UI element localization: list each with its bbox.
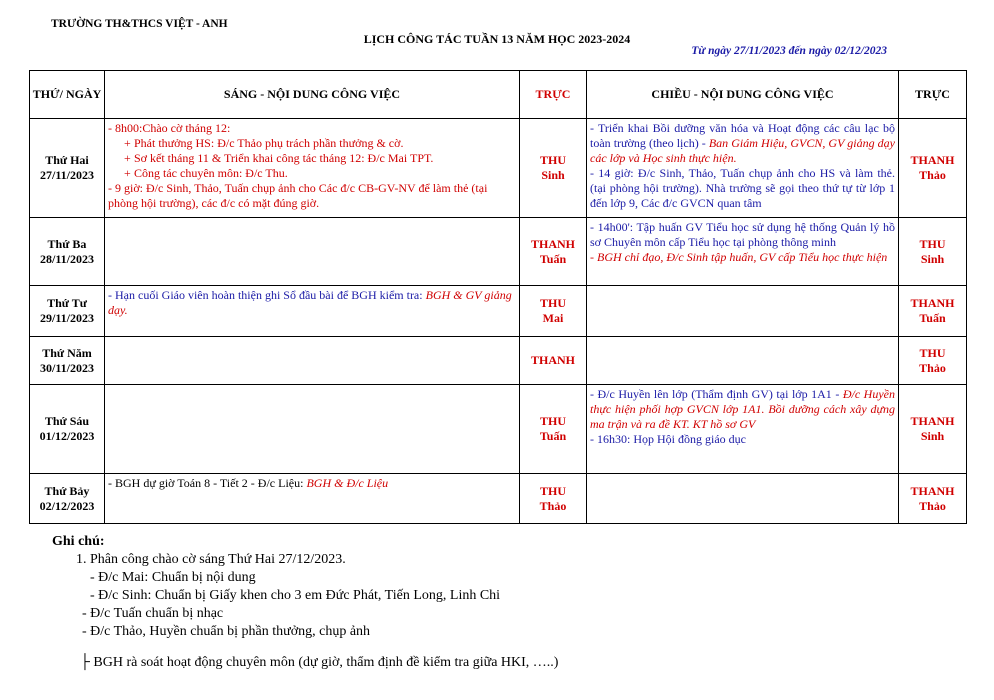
- day-cell: Thứ Hai 27/11/2023: [30, 119, 105, 218]
- morning-duty-cell: THU Mai: [520, 286, 587, 337]
- table-row: [30, 218, 967, 286]
- afternoon-duty-cell: THANH Tuấn: [899, 286, 967, 337]
- header-row: [30, 71, 967, 119]
- table-row: [30, 474, 967, 524]
- afternoon-cell: - Đ/c Huyền lên lớp (Thẩm định GV) tại lớp 1A1 - Đ/c Huyền thực hiện phối hợp GVCN lớp 1A1. Bồi dưỡng cách xây dựng ma trận và ra đề KT. KT hồ sơ GV - 16h30: Họp Hội đồng giáo dục: [587, 385, 899, 474]
- table-row: [30, 337, 967, 385]
- note-line: - Đ/c Sinh: Chuẩn bị Giấy khen cho 3 em Đức Phát, Tiến Long, Linh Chi: [90, 588, 501, 603]
- morning-cell: - BGH dự giờ Toán 8 - Tiết 2 - Đ/c Liệu: BGH & Đ/c Liệu: [105, 474, 520, 524]
- note-line: - Đ/c Tuấn chuẩn bị nhạc: [82, 606, 224, 621]
- date-range: Từ ngày 27/11/2023 đến ngày 02/12/2023: [691, 45, 887, 57]
- notes-section: [52, 533, 500, 641]
- table-row: [30, 119, 967, 218]
- day-cell: Thứ Ba 28/11/2023: [30, 218, 105, 286]
- table-row: [30, 286, 967, 337]
- note-line: - Đ/c Mai: Chuẩn bị nội dung: [90, 570, 256, 585]
- morning-duty-cell: THANH Tuấn: [520, 218, 587, 286]
- morning-duty-cell: THANH: [520, 337, 587, 385]
- afternoon-duty-cell: THU Thảo: [899, 337, 967, 385]
- day-cell: Thứ Bảy 02/12/2023: [30, 474, 105, 524]
- morning-duty-cell: THU Sinh: [520, 119, 587, 218]
- morning-duty-cell: THU Tuấn: [520, 385, 587, 474]
- afternoon-duty-cell: THANH Thảo: [899, 474, 967, 524]
- day-cell: Thứ Sáu 01/12/2023: [30, 385, 105, 474]
- col-afternoon: CHIỀU - NỘI DUNG CÔNG VIỆC: [587, 71, 899, 119]
- morning-cell: - Hạn cuối Giáo viên hoàn thiện ghi Sổ đầu bài để BGH kiểm tra: BGH & GV giảng dạy.: [105, 286, 520, 337]
- col-afternoon-duty: TRỰC: [899, 71, 967, 119]
- afternoon-duty-cell: THANH Thảo: [899, 119, 967, 218]
- afternoon-duty-cell: THANH Sinh: [899, 385, 967, 474]
- afternoon-cell: [587, 337, 899, 385]
- morning-duty-cell: THU Thảo: [520, 474, 587, 524]
- notes-heading: Ghi chú:: [52, 534, 105, 549]
- afternoon-cell: [587, 474, 899, 524]
- weekly-schedule-table: [29, 70, 967, 524]
- col-morning-duty: TRỰC: [520, 71, 587, 119]
- morning-cell: - 8h00:Chào cờ tháng 12: + Phát thưởng HS: Đ/c Thảo phụ trách phần thưởng & cờ. + Sơ kết tháng 11 & Triển khai công tác tháng 12: Đ/c Mai TPT. + Công tác chuyên môn: Đ/c Thu. - 9 giờ: Đ/c Sinh, Thảo, Tuấn chụp ảnh cho Các đ/c CB-GV-NV để làm thẻ (tại phòng hội trường), các đ/c có mặt đúng giờ.: [105, 119, 520, 218]
- school-name: TRƯỜNG TH&THCS VIỆT - ANH: [51, 18, 228, 30]
- col-morning: SÁNG - NỘI DUNG CÔNG VIỆC: [105, 71, 520, 119]
- note-line: 1. Phân công chào cờ sáng Thứ Hai 27/12/2023.: [76, 552, 346, 567]
- table-row: [30, 385, 967, 474]
- morning-cell: [105, 385, 520, 474]
- afternoon-cell: [587, 286, 899, 337]
- schedule-title: LỊCH CÔNG TÁC TUẦN 13 NĂM HỌC 2023-2024: [363, 32, 631, 46]
- afternoon-duty-cell: THU Sinh: [899, 218, 967, 286]
- note-line-review: ├ BGH rà soát hoạt động chuyên môn (dự giờ, thẩm định đề kiểm tra giữa HKI, …..): [80, 655, 559, 670]
- day-cell: Thứ Năm 30/11/2023: [30, 337, 105, 385]
- afternoon-cell: - 14h00': Tập huấn GV Tiểu học sử dụng hệ thống Quản lý hồ sơ Chuyên môn cấp Tiểu học tại phòng thông minh - BGH chỉ đạo, Đ/c Sinh tập huấn, GV cấp Tiểu học thực hiện: [587, 218, 899, 286]
- note-line: - Đ/c Thảo, Huyền chuẩn bị phần thưởng, chụp ảnh: [82, 624, 371, 639]
- morning-cell: [105, 218, 520, 286]
- morning-cell: [105, 337, 520, 385]
- col-day: THỨ/ NGÀY: [30, 71, 105, 119]
- afternoon-cell: - Triển khai Bồi dưỡng văn hóa và Hoạt động các câu lạc bộ toàn trường (theo lịch) - Ban Giám Hiệu, GVCN, GV giảng dạy các lớp và Học sinh thực hiện. - 14 giờ: Đ/c Sinh, Thảo, Tuấn chụp ảnh cho HS và làm thẻ. (tại phòng hội trường). Nhà trường sẽ gọi theo thứ tự từ lớp 1 đến lớp 9, Các đ/c GVCN quan tâm: [587, 119, 899, 218]
- day-cell: Thứ Tư 29/11/2023: [30, 286, 105, 337]
